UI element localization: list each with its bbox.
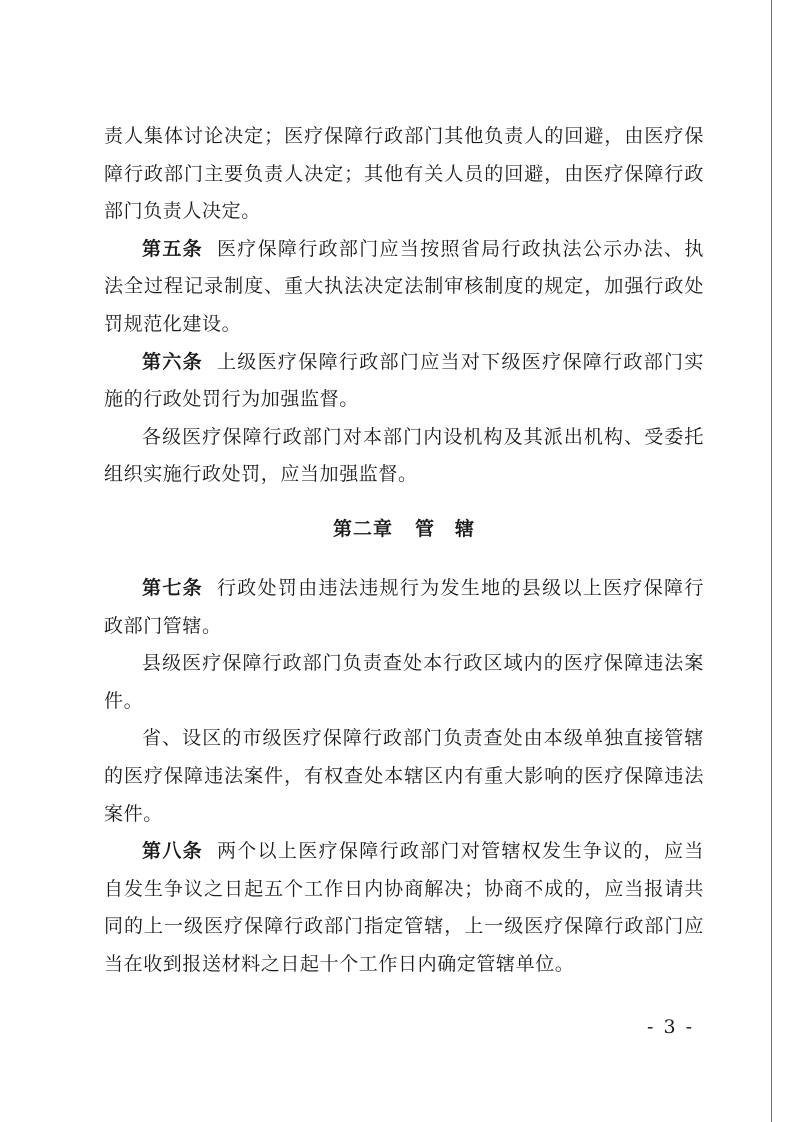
article-label: 第八条 — [142, 840, 203, 863]
article-label: 第七条 — [142, 576, 203, 599]
paragraph-text: 县级医疗保障行政部门负责查处本行政区域内的医疗保障违法案件。 — [104, 652, 704, 712]
document-body — [104, 118, 704, 983]
article-7-paragraph-2 — [104, 645, 704, 720]
chapter-heading — [104, 504, 704, 554]
article-7 — [104, 570, 704, 645]
article-text: 两个以上医疗保障行政部门对管辖权发生争议的，应当自发生争议之日起五个工作日内协商解决；协商不成的，应当报请共同的上一级医疗保障行政部门指定管辖，上一级医疗保障行政部门应当在收到报送材料之日起十个工作日内确定管辖单位。 — [104, 840, 704, 975]
article-6 — [104, 344, 704, 419]
article-7-paragraph-3 — [104, 720, 704, 833]
paragraph-text: 省、设区的市级医疗保障行政部门负责查处由本级单独直接管辖的医疗保障违法案件，有权查处本辖区内有重大影响的医疗保障违法案件。 — [104, 727, 704, 825]
article-text: 医疗保障行政部门应当按照省局行政执法公示办法、执法全过程记录制度、重大执法决定法制审核制度的规定，加强行政处罚规范化建设。 — [104, 237, 704, 335]
article-6-paragraph-2 — [104, 419, 704, 494]
paragraph-text: 责人集体讨论决定；医疗保障行政部门其他负责人的回避，由医疗保障行政部门主要负责人决定；其他有关人员的回避，由医疗保障行政部门负责人决定。 — [104, 125, 704, 223]
paragraph-continuation — [104, 118, 704, 231]
chapter-number: 第二章 — [332, 517, 393, 540]
paragraph-text: 各级医疗保障行政部门对本部门内设机构及其派出机构、受委托组织实施行政处罚，应当加强监督。 — [104, 425, 704, 486]
article-8 — [104, 833, 704, 983]
article-text: 上级医疗保障行政部门应当对下级医疗保障行政部门实施的行政处罚行为加强监督。 — [104, 350, 704, 411]
article-5 — [104, 231, 704, 344]
page-number: - 3 - — [646, 1016, 694, 1038]
article-text: 行政处罚由违法违规行为发生地的县级以上医疗保障行政部门管辖。 — [104, 576, 704, 637]
article-label: 第六条 — [142, 350, 203, 373]
chapter-title: 管 辖 — [415, 517, 476, 540]
page-edge-line — [771, 0, 772, 1122]
article-label: 第五条 — [142, 237, 203, 260]
